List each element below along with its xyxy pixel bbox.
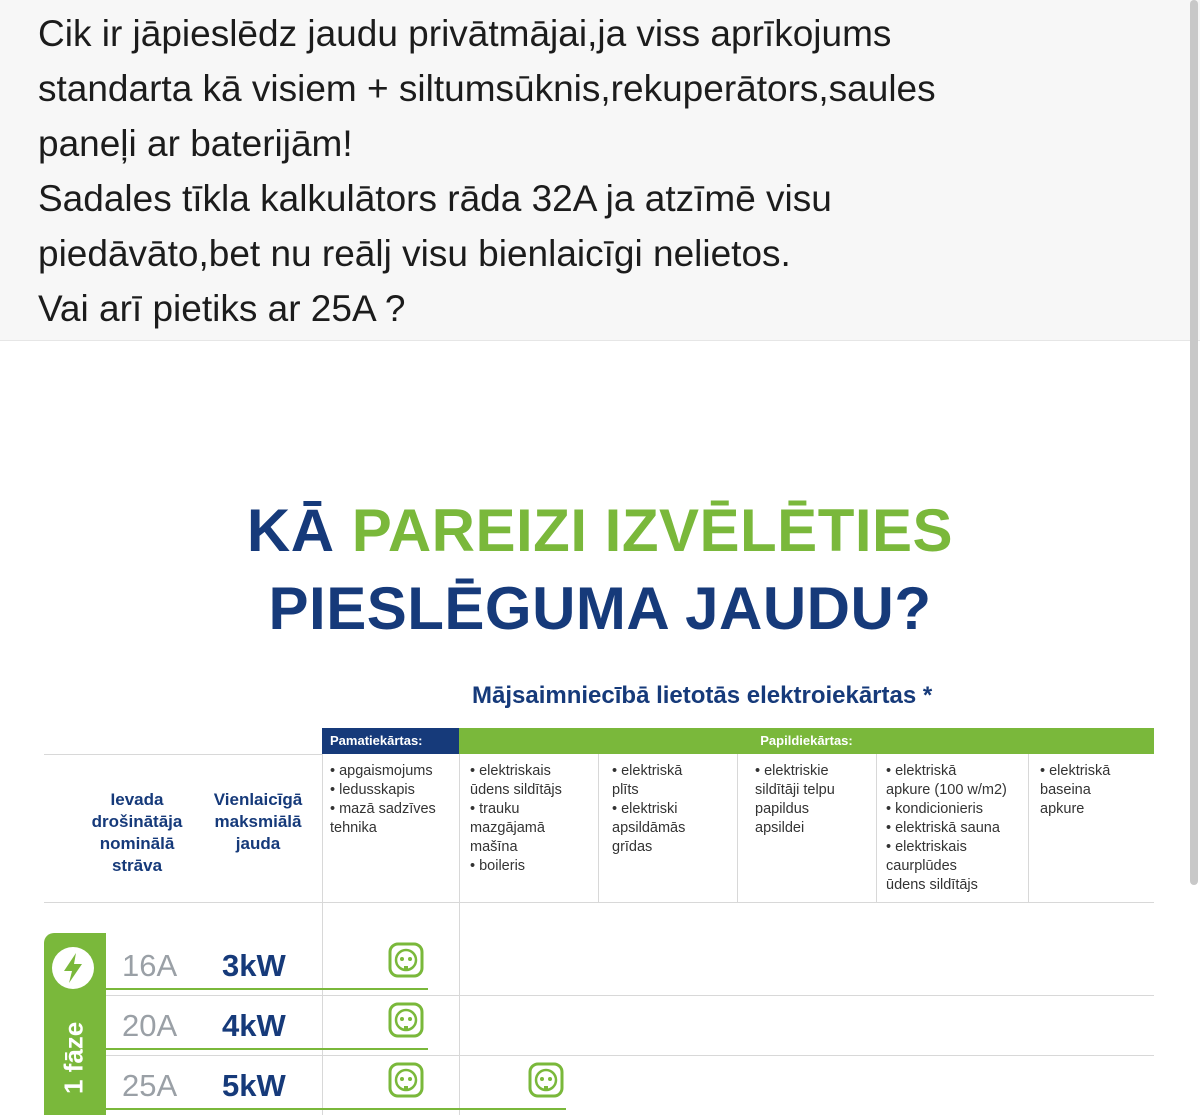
socket-icon xyxy=(388,1002,424,1038)
category-item: • apgaismojums xyxy=(330,763,433,779)
category-space-heaters xyxy=(755,762,835,838)
category-item: ūdens sildītājs xyxy=(886,877,978,893)
category-item: • boileris xyxy=(470,858,526,874)
row-amp: 20A xyxy=(122,1008,178,1043)
category-item: mazgājamā xyxy=(470,820,545,836)
row-indicator-line xyxy=(106,988,428,990)
category-item: • elektriskais xyxy=(886,839,967,855)
category-item: grīdas xyxy=(612,839,653,855)
appliances-heading-mark: * xyxy=(922,682,933,709)
grid-line xyxy=(322,754,323,1115)
column-header-line: maksmiālā xyxy=(214,812,302,831)
scrollbar[interactable] xyxy=(1190,0,1198,885)
category-item: • elektriskā xyxy=(1040,763,1111,779)
infographic-title-line2: PIESLĒGUMA JAUDU? xyxy=(268,575,932,642)
grid-line xyxy=(44,902,1154,903)
socket-icon xyxy=(388,942,424,978)
column-header-power xyxy=(198,789,318,855)
category-stove xyxy=(612,762,685,857)
row-indicator-line xyxy=(106,1048,428,1050)
category-pool-heating xyxy=(1040,762,1110,819)
grid-line xyxy=(737,754,738,902)
post-line: Cik ir jāpieslēdz jaudu privātmājai,ja viss aprīkojums xyxy=(38,13,892,54)
row-indicator-line xyxy=(106,1108,566,1110)
column-header-line: Vienlaicīgā xyxy=(213,790,303,809)
grid-line xyxy=(876,754,877,902)
socket-icon xyxy=(528,1062,564,1098)
row-amp: 16A xyxy=(122,948,178,983)
phase-label: 1 fāze xyxy=(58,1021,89,1094)
row-power: 3kW xyxy=(222,948,286,983)
socket-icon xyxy=(388,1062,424,1098)
post-text-area xyxy=(0,0,1200,341)
category-item: apsildei xyxy=(755,820,805,836)
title-word-choose: PAREIZI IZVĒLĒTIES xyxy=(351,497,954,564)
category-item: • elektriskā xyxy=(886,763,957,779)
appliances-heading-text: Mājsaimniecībā lietotās elektroiekārtas xyxy=(472,682,917,709)
category-basic xyxy=(330,762,436,838)
category-electric-heating xyxy=(886,762,1007,895)
category-item: • kondicionieris xyxy=(886,801,983,817)
category-item: apkure xyxy=(1040,801,1085,817)
category-item: mašīna xyxy=(470,839,518,855)
grid-line xyxy=(106,1055,1154,1056)
category-item: plīts xyxy=(612,782,639,798)
appliances-heading xyxy=(472,682,932,710)
lightning-icon xyxy=(52,947,94,989)
category-item: • ledusskapis xyxy=(330,782,415,798)
category-item: apkure (100 w/m2) xyxy=(886,782,1007,798)
infographic-title-line1 xyxy=(0,496,1200,565)
grid-line xyxy=(598,754,599,902)
post-text xyxy=(38,6,1188,336)
column-header-line: nominālā xyxy=(99,834,175,853)
category-item: sildītāji telpu xyxy=(755,782,835,798)
row-power: 5kW xyxy=(222,1068,286,1103)
category-item: • elektriski xyxy=(612,801,678,817)
category-item: • trauku xyxy=(470,801,520,817)
column-header-line: drošinātāja xyxy=(91,812,183,831)
title-word-ka: KĀ xyxy=(246,497,335,564)
category-item: ūdens sildītājs xyxy=(470,782,562,798)
category-item: tehnika xyxy=(330,820,377,836)
row-power: 4kW xyxy=(222,1008,286,1043)
post-line: paneļi ar baterijām! xyxy=(38,123,353,164)
category-item: • elektriskā xyxy=(612,763,683,779)
category-item: • elektriskā sauna xyxy=(886,820,1000,836)
post-line: standarta kā visiem + siltumsūknis,rekuperātors,saules xyxy=(38,68,936,109)
column-header-fuse xyxy=(76,789,198,877)
category-water-heater xyxy=(470,762,562,876)
post-line: Vai arī pietiks ar 25A ? xyxy=(38,288,406,329)
category-item: papildus xyxy=(755,801,810,817)
post-line: Sadales tīkla kalkulātors rāda 32A ja atzīmē visu xyxy=(38,178,832,219)
band-basic-appliances: Pamatiekārtas: xyxy=(322,728,459,754)
band-extra-appliances: Papildiekārtas: xyxy=(459,728,1154,754)
grid-line xyxy=(1028,754,1029,902)
category-item: • elektriskie xyxy=(755,763,829,779)
grid-line xyxy=(44,754,322,755)
post-line: piedāvāto,bet nu reālj visu bienlaicīgi nelietos. xyxy=(38,233,791,274)
column-header-line: Ievada xyxy=(110,790,164,809)
row-amp: 25A xyxy=(122,1068,178,1103)
category-item: • mazā sadzīves xyxy=(330,801,436,817)
grid-line xyxy=(106,995,1154,996)
column-header-line: strāva xyxy=(111,856,163,875)
category-item: baseina xyxy=(1040,782,1091,798)
column-header-line: jauda xyxy=(235,834,281,853)
category-item: caurplūdes xyxy=(886,858,957,874)
category-item: • elektriskais xyxy=(470,763,551,779)
grid-line xyxy=(459,754,460,1115)
category-item: apsildāmās xyxy=(612,820,686,836)
